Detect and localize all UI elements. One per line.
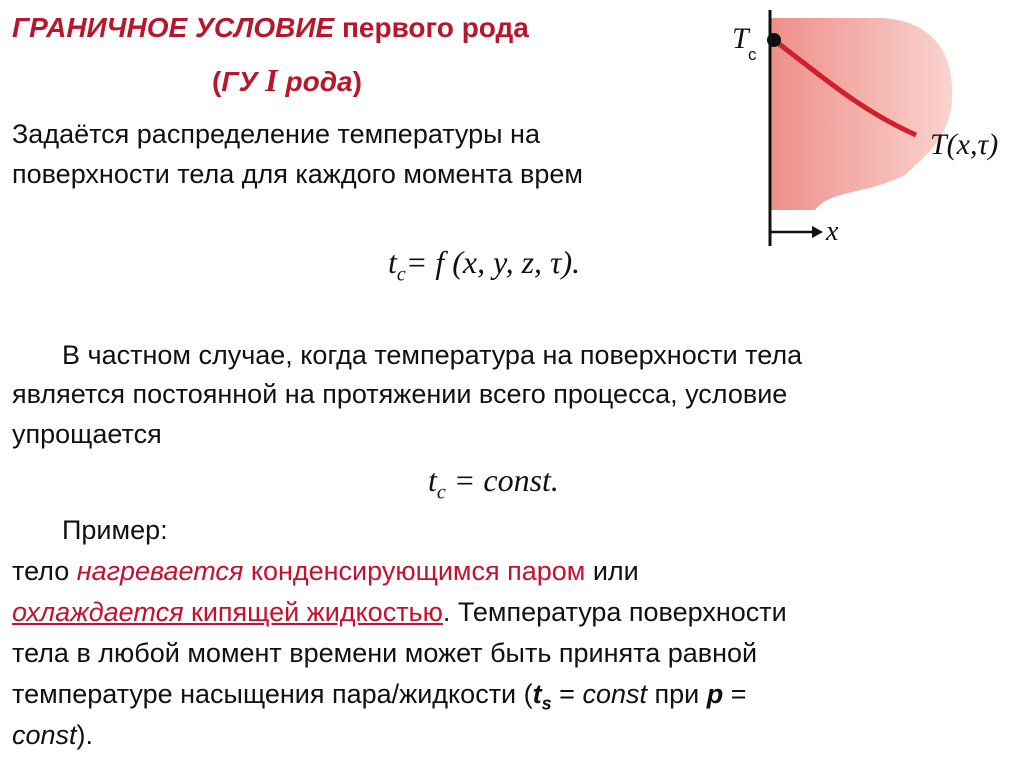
surface-point [767, 33, 781, 47]
intro-line-2: поверхности тела для каждого момента врем [12, 159, 583, 189]
surface-temp-label: T [732, 22, 749, 55]
subtitle-paren-open: ( [212, 66, 222, 97]
formula2-rest: = const. [445, 462, 559, 498]
example-label: Пример: [62, 515, 168, 545]
example-l1-c: или [585, 556, 639, 586]
example-line-4 [12, 676, 747, 721]
example-line-3: тела в любой момент времени может быть принята равной [12, 638, 758, 668]
subtitle-rest: рода [277, 66, 353, 97]
x-axis-arrowhead [812, 226, 823, 238]
formula2-sub: c [436, 481, 446, 504]
subtitle-numeral: I [265, 62, 278, 98]
title-italic: ГРАНИЧНОЕ УСЛОВИЕ [12, 12, 335, 43]
example-p: p [706, 679, 724, 709]
example-heats: нагревается [76, 556, 244, 586]
example-boiling-liquid: кипящей жидкостью [183, 597, 443, 627]
example-l2-c: . Температура поверхности [442, 597, 787, 627]
example-l4-a: температуре насыщения пара/жидкости ( [12, 679, 533, 709]
slide-title [12, 12, 529, 44]
special-line-2: является постоянной на протяжении всего процесса, условие [12, 379, 788, 409]
formula1-rest: = f (x, y, z, τ). [405, 244, 581, 280]
title-rest: первого рода [334, 12, 529, 43]
example-l5-const: const [12, 720, 77, 750]
curve-label: T(x,τ) [930, 128, 999, 161]
subtitle-gu: ГУ [221, 66, 266, 97]
subtitle-paren-close: ) [352, 66, 362, 97]
example-l4-eq: = [551, 679, 583, 709]
example-l4-at: при [646, 679, 707, 709]
special-line-1: В частном случае, когда температура на поверхности тела [62, 340, 803, 370]
example-l4-const: const [582, 679, 647, 709]
formula1-t: t [388, 244, 397, 280]
example-cools: охлаждается [12, 597, 184, 627]
example-l1-a: тело [12, 556, 77, 586]
example-line-2 [12, 594, 787, 630]
intro-line-1: Задаётся распределение температуры на [12, 119, 540, 149]
example-ts-t: t [532, 679, 542, 709]
example-steam: конденсирующимся паром [243, 556, 586, 586]
formula-constant [428, 462, 559, 504]
surface-temp-sub: c [748, 45, 757, 64]
slide-subtitle [212, 62, 362, 99]
formula2-t: t [428, 462, 437, 498]
example-line-1 [12, 553, 639, 589]
temperature-profile-diagram [730, 10, 1024, 250]
formula1-sub: c [396, 263, 406, 286]
body-region [770, 18, 952, 210]
example-l4-eq2: = [723, 679, 747, 709]
formula-surface-temperature [388, 244, 580, 286]
example-ts-sub: s [541, 693, 552, 714]
example-l5-end: ). [76, 720, 94, 750]
x-axis-label: x [826, 216, 839, 247]
special-line-3: упрощается [12, 419, 162, 449]
example-line-5 [12, 717, 93, 753]
